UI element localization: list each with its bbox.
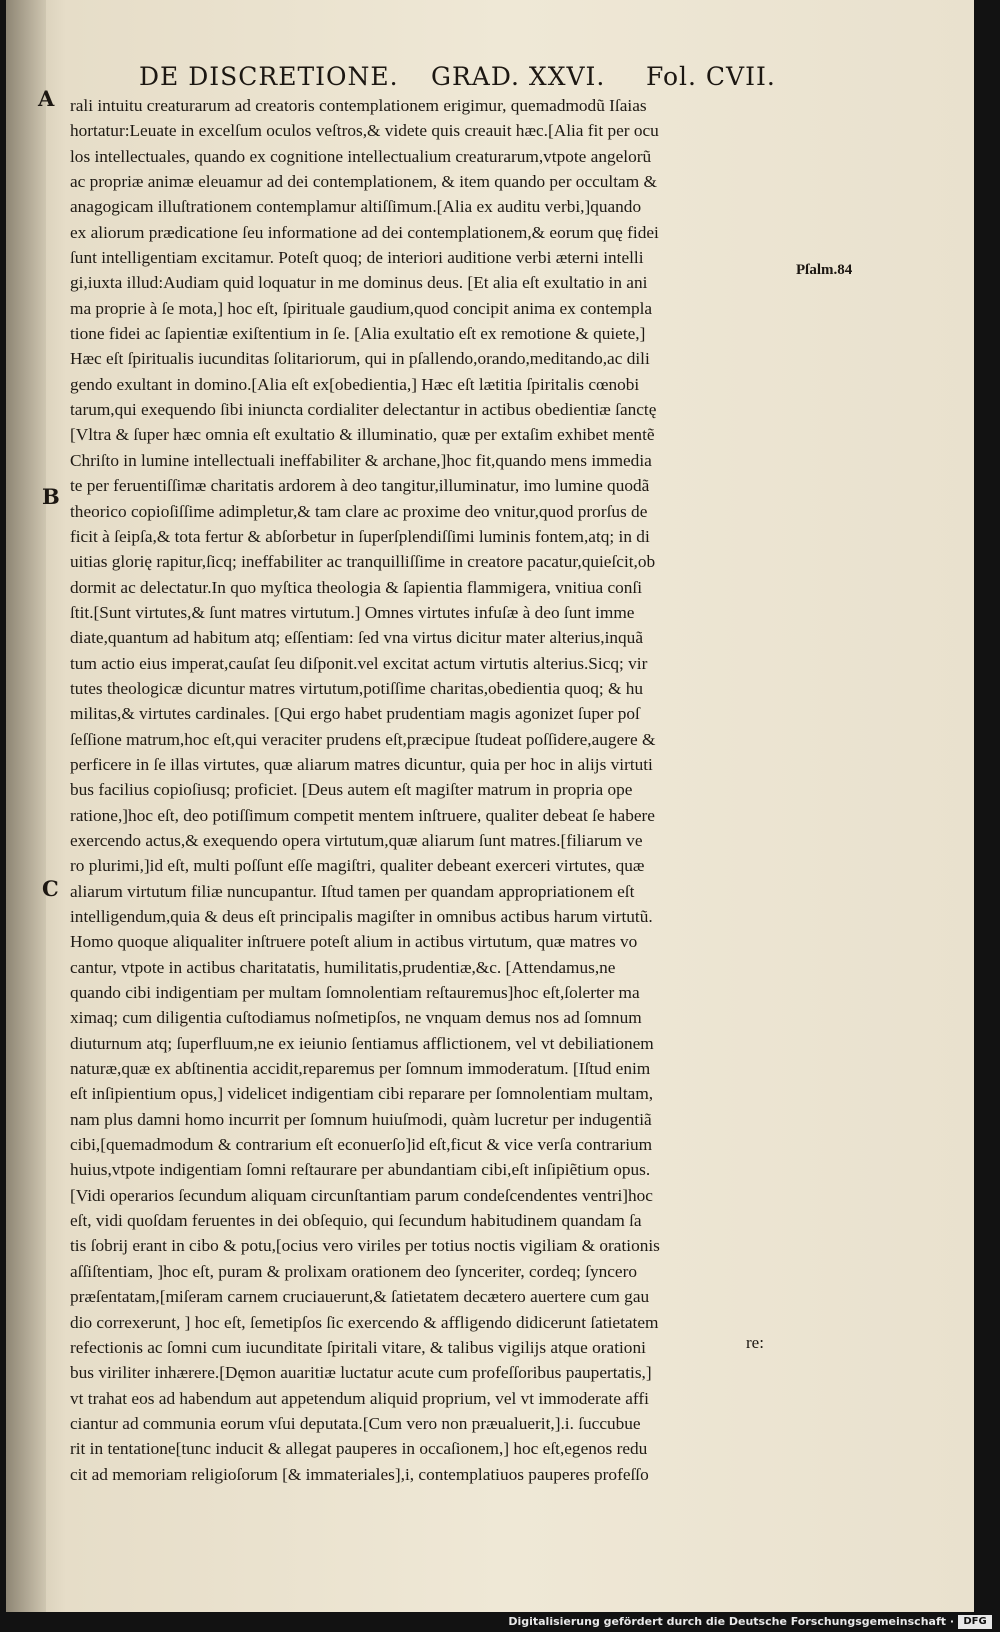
text-line: eſt, vidi quoſdam feruentes in dei obſequio, qui ſecundum habitudinem quandam ſa bbox=[70, 1211, 642, 1231]
text-line: tutes theologicæ dicuntur matres virtutum,potiſſime charitas,obedientia quoq; & hu bbox=[70, 678, 644, 698]
header-folio: Fol. CVII. bbox=[646, 62, 776, 91]
body-text bbox=[70, 93, 840, 1487]
text-line: ro plurimi,]id eſt, multi poſſunt eſſe magiſtri, qualiter debeant exerceri virtutes, quæ bbox=[70, 856, 645, 876]
page-gutter-shadow bbox=[6, 0, 46, 1612]
text-line: dio correxerunt, ] hoc eſt, ſemetipſos ſic exercendo & affligendo didicerunt ſatietatem bbox=[70, 1312, 659, 1332]
text-line: aliarum virtutum filiæ nuncupantur. Iſtud tamen per quandam appropriationem eſt bbox=[70, 881, 635, 901]
dfg-logo: DFG bbox=[958, 1615, 992, 1629]
text-line: los intellectuales, quando ex cognitione intellectualium creaturarum,vtpote angelorũ bbox=[70, 146, 652, 166]
text-line: huius,vtpote indigentiam ſomni reſtaurare per abundantiam cibi,eſt inſipiẽtium opus. bbox=[70, 1160, 651, 1180]
text-line: [Vltra & ſuper hæc omnia eſt exultatio & illuminatio, quæ per extaſim exhibet mentẽ bbox=[70, 425, 655, 445]
text-line: ciantur ad communia eorum vſui deputata.[Cum vero non præualuerit,].i. ſuccubue bbox=[70, 1413, 641, 1433]
text-line: uitias glorię rapitur,ſicq; ineffabiliter ac tranquilliſſime in creatore pacatur,quieſcit,ob bbox=[70, 552, 656, 572]
text-line: ſtit.[Sunt virtutes,& ſunt matres virtutum.] Omnes virtutes infuſæ à deo ſunt imme bbox=[70, 602, 635, 622]
text-line: naturæ,quæ ex abſtinentia accidit,reparemus per ſomnum immoderatum. [Iſtud enim bbox=[70, 1059, 651, 1079]
text-line: præſentatam,[miſeram carnem cruciauerunt,& ſatietatem decætero auertere cum gau bbox=[70, 1287, 650, 1307]
text-line: Hæc eſt ſpiritualis iucunditas ſolitariorum, qui in pſallendo,orando,meditando,ac dili bbox=[70, 349, 650, 369]
text-line: bus facilius copioſiusq; proficiet. [Deus autem eſt magiſter matrum in propria ope bbox=[70, 780, 633, 800]
text-line: gi,iuxta illud:Audiam quid loquatur in me dominus deus. [Et alia eſt exultatio in ani bbox=[70, 273, 648, 293]
section-marker-a: A bbox=[38, 86, 55, 111]
text-line: intelligendum,quia & deus eſt principalis magiſter in omnibus actibus harum virtutũ. bbox=[70, 907, 653, 926]
text-line: cibi,[quemadmodum & contrarium eſt econuerſo]id eſt,ficut & vice verſa contrarium bbox=[70, 1135, 653, 1155]
text-line: anagogicam illuſtrationem contemplamur altiſſimum.[Alia ex auditu verbi,]quando bbox=[70, 197, 642, 217]
text-line: cit ad memoriam religioſorum [& immateriales],i, contemplatiuos pauperes profeſſo bbox=[70, 1464, 649, 1484]
book-page bbox=[6, 0, 974, 1612]
text-line: dormit ac delectatur.In quo myſtica theologia & ſapientia flammigera, vnitiua conſi bbox=[70, 577, 643, 597]
text-line: hortatur:Leuate in excelſum oculos veſtros,& videte quis creauit hæc.[Alia fit per ocu bbox=[70, 121, 659, 141]
header-title: DE DISCRETIONE. bbox=[139, 62, 399, 91]
text-line: cantur, vtpote in actibus charitatatis, humilitatis,prudentiæ,&c. [Attendamus,ne bbox=[70, 957, 616, 977]
header-grade: GRAD. XXVI. bbox=[431, 62, 606, 91]
text-line: rit in tentatione[tunc inducit & allegat pauperes in occaſionem,] hoc eſt,egenos redu bbox=[70, 1439, 648, 1459]
text-line: militas,& virtutes cardinales. [Qui ergo habet prudentiam magis agonizet ſuper poſ bbox=[70, 704, 640, 724]
catchword: re: bbox=[746, 1333, 764, 1352]
text-line: eſt inſipientium opus,] videlicet indigentiam cibi reparare per ſomnolentiam multam, bbox=[70, 1084, 654, 1104]
text-line: nam plus damni homo incurrit per ſomnum huiuſmodi, quàm lucretur per indugentiã bbox=[70, 1109, 652, 1129]
text-line: aſſiſtentiam, ]hoc eſt, puram & prolixam orationem deo ſynceriter, cordeq; ſyncero bbox=[70, 1261, 637, 1281]
text-line: ex aliorum prædicatione ſeu informatione ad dei contemplationem,& eorum quę fidei bbox=[70, 222, 659, 242]
text-line: vt trahat eos ad habendum aut appetendum aliquid proprium, vel vt immoderate affi bbox=[70, 1388, 649, 1408]
margin-note: Pſalm.84 bbox=[796, 262, 853, 278]
text-line: quando cibi indigentiam per multam ſomnolentiam reſtauremus]hoc eſt,ſolerter ma bbox=[70, 983, 640, 1003]
text-line: tum actio eius imperat,cauſat ſeu diſponit.vel excitat actum virtutis alterius.Sicq; vir bbox=[70, 653, 648, 673]
text-line: ratione,]hoc eſt, deo potiſſimum competit mentem inſtruere, qualiter debeat ſe habere bbox=[70, 805, 655, 825]
text-line: te per feruentiſſimæ charitatis ardorem à deo tangitur,illuminatur, imo lumine quodã bbox=[70, 476, 650, 496]
section-marker-c: C bbox=[42, 876, 59, 901]
text-line: ma proprie à ſe mota,] hoc eſt, ſpirituale gaudium,quod concipit anima ex contempla bbox=[70, 298, 653, 318]
text-line: tione fidei ac ſapientiæ exiſtentium in ſe. [Alia exultatio eſt ex remotione & quiete,] bbox=[70, 324, 646, 344]
text-line: tis ſobrij erant in cibo & potu,[ocius vero viriles per totius noctis vigiliam & orationis bbox=[70, 1236, 660, 1256]
text-line: Homo quoque aliqualiter inſtruere poteſt alium in actibus virtutum, quæ matres vo bbox=[70, 932, 638, 952]
text-line: rali intuitu creaturarum ad creatoris contemplationem erigimur, quemadmodũ Iſaias bbox=[70, 96, 647, 115]
text-line: diuturnum atq; ſuperfluum,ne ex ieiunio ſentiamus afflictionem, vel vt debiliationem bbox=[70, 1033, 654, 1053]
text-line: exercendo actus,& exequendo opera virtutum,quæ aliarum ſunt matres.[filiarum ve bbox=[70, 830, 643, 850]
text-line: gendo exultant in domino.[Alia eſt ex[obedientia,] Hæc eſt lætitia ſpiritalis cœnobi bbox=[70, 374, 640, 394]
text-line: tarum,qui exequendo ſibi iniuncta cordialiter delectantur in actibus obedientiæ ſanctę bbox=[70, 400, 657, 420]
text-line: ximaq; cum diligentia cuſtodiamus noſmetipſos, ne vnquam demus nos ad ſomnum bbox=[70, 1008, 642, 1028]
text-line: ſeſſione matrum,hoc eſt,qui veraciter prudens eſt,præcipue ſtudeat poſſidere,augere & bbox=[70, 729, 656, 749]
text-line: theorico copioſiſſime adimpletur,& tam clare ac proxime deo vnitur,quod prorſus de bbox=[70, 501, 648, 521]
text-line: perficere in ſe illas virtutes, quæ aliarum matres dicuntur, quia per hoc in alijs virtuti bbox=[70, 754, 653, 774]
text-line: ficit à ſeipſa,& tota fertur & abſorbetur in ſuperſplendiſſimi luminis fontem,atq; in di bbox=[70, 526, 650, 546]
text-line: Chriſto in lumine intellectuali ineffabiliter & archane,]hoc fit,quando mens immedia bbox=[70, 450, 652, 470]
text-line: refectionis ac ſomni cum iucunditate ſpiritali vitare, & talibus vigilijs atque orationi bbox=[70, 1337, 646, 1357]
text-line: ac propriæ animæ eleuamur ad dei contemplationem, & item quando per occultam & bbox=[70, 172, 657, 192]
footer-bar bbox=[0, 1613, 1000, 1632]
text-line: bus viriliter inhærere.[Dęmon auaritiæ luctatur acute cum profeſſoribus paupertatis,] bbox=[70, 1363, 652, 1383]
text-line: ſunt intelligentiam excitamur. Poteſt quoq; de interiori auditione verbi æterni intelli bbox=[70, 248, 644, 268]
footer-funding-text: Digitalisierung gefördert durch die Deutsche Forschungsgemeinschaft · bbox=[508, 1615, 954, 1628]
text-line: [Vidi operarios ſecundum aliquam circunſtantiam parum condeſcendentes ventri]hoc bbox=[70, 1185, 653, 1205]
text-line: diate,quantum ad habitum atq; eſſentiam: ſed vna virtus dicitur mater alterius,inquã bbox=[70, 628, 643, 648]
section-marker-b: B bbox=[42, 484, 60, 509]
